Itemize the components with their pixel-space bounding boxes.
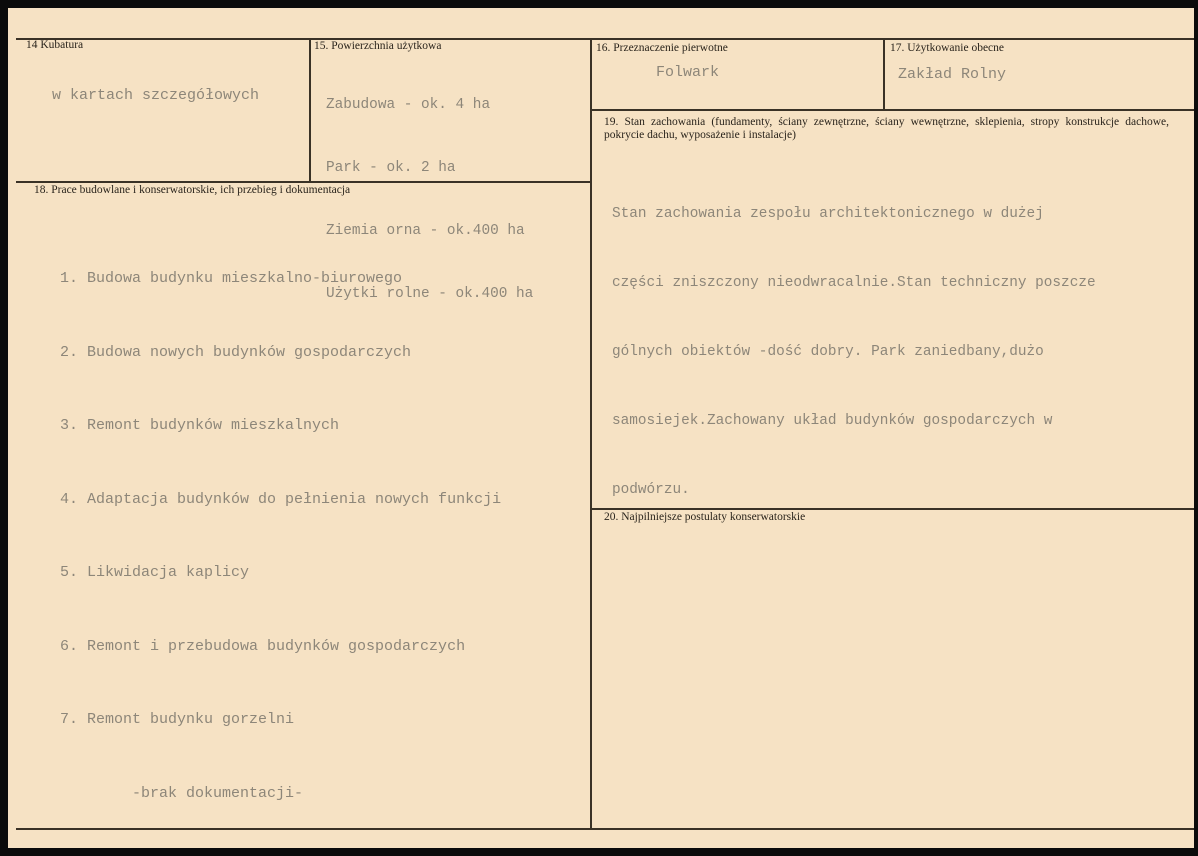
divider-v-14-15 <box>309 39 311 182</box>
condition-line: części zniszczony nieodwracalnie.Stan techniczny poszcze <box>612 275 1096 291</box>
field-19-label: 19. Stan zachowania (fundamenty, ściany zewnętrzne, ściany wewnętrzne, sklepienia, stropy konstrukcje dachowe, pokrycie dachu, wyposażenie i instalacje) <box>604 116 1169 141</box>
area-line: Zabudowa - ok. 4 ha <box>326 97 491 113</box>
divider-v-16-17 <box>883 39 885 110</box>
field-16-label: 16. Przeznaczenie pierwotne <box>596 42 728 54</box>
condition-line: samosiejek.Zachowany układ budynków gospodarczych w <box>612 413 1053 429</box>
area-line: Użytki rolne - ok.400 ha <box>326 286 534 302</box>
works-line: 5. Likwidacja kaplicy <box>60 564 250 581</box>
works-line: -brak dokumentacji- <box>60 784 304 802</box>
record-card <box>8 8 1194 848</box>
field-18-label: 18. Prace budowlane i konserwatorskie, ich przebieg i dokumentacja <box>34 184 351 196</box>
field-15-label: 15. Powierzchnia użytkowa <box>314 40 442 52</box>
field-20-label: 20. Najpilniejsze postulaty konserwatorskie <box>604 511 806 523</box>
divider-v-main <box>590 39 592 829</box>
field-19-value <box>612 157 1186 548</box>
field-17-value: Zakład Rolny <box>898 66 1007 83</box>
condition-line: gólnych obiektów -dość dobry. Park zaniedbany,dużo <box>612 344 1044 360</box>
works-line: 6. Remont i przebudowa budynków gospodarczych <box>60 637 466 655</box>
field-16-value: Folwark <box>656 64 720 81</box>
works-line: 1. Budowa budynku mieszkalno-biurowego <box>60 270 403 287</box>
condition-line: Stan zachowania zespołu architektonicznego w dużej <box>612 206 1044 222</box>
works-line: 2. Budowa nowych budynków gospodarczych <box>60 343 412 361</box>
field-14-label: 14 Kubatura <box>26 39 84 51</box>
area-line: Ziemia orna - ok.400 ha <box>326 223 525 239</box>
field-18-value <box>60 218 501 855</box>
field-17-label: 17. Użytkowanie obecne <box>890 42 1005 54</box>
field-14-value: w kartach szczegółowych <box>52 87 260 104</box>
area-line: Park - ok. 2 ha <box>326 160 456 176</box>
works-line: 3. Remont budynków mieszkalnych <box>60 417 340 434</box>
condition-line: podwórzu. <box>612 482 690 498</box>
works-line: 7. Remont budynku gorzelni <box>60 711 295 728</box>
top-border-line <box>16 38 1194 40</box>
works-line: 4. Adaptacja budynków do pełnienia nowych funkcji <box>60 490 502 508</box>
divider-h-right-top <box>591 109 1194 111</box>
